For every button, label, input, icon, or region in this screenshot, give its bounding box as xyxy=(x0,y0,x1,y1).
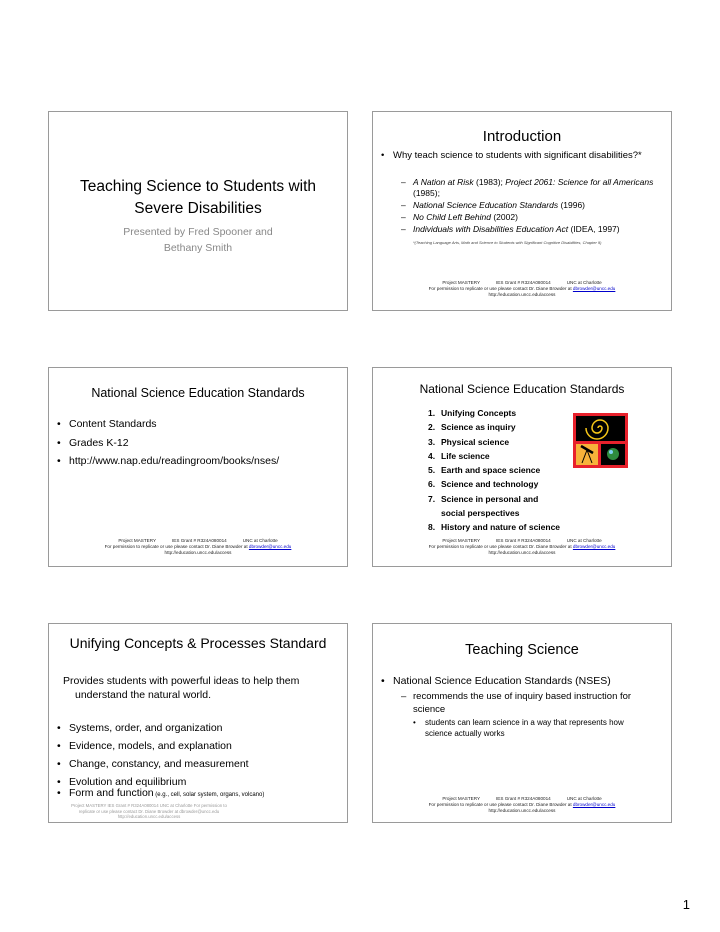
item-text: Science as inquiry xyxy=(441,422,516,433)
item-number: 2. xyxy=(428,422,436,433)
form-and-function-label: Form and function xyxy=(69,787,154,799)
slide-2-footnote: *(Teaching Language Arts, Math and Science to Students with Significant Cognitive Disabilities, Chapter 9) xyxy=(413,240,602,245)
slide-2 xyxy=(372,111,672,311)
subitem-title: Individuals with Disabilities Education Act xyxy=(413,224,569,234)
item-number: 3. xyxy=(428,436,436,447)
footer-permission: For permission to replicate or use please contact Dr. Diane Browder at xyxy=(428,544,572,549)
slide-1-title: Teaching Science to Students with Severe Disabilities xyxy=(79,178,317,217)
footer-url[interactable]: http://education.uncc.edu/access xyxy=(488,292,556,297)
footer-unc: UNC at Charlotte xyxy=(566,796,602,801)
footer-grant: IES Grant # R324A080014 xyxy=(496,538,551,543)
presenters-line-2: Bethany Smith xyxy=(163,242,233,254)
footer-project: Project MASTERY xyxy=(118,538,157,543)
subitem-year-2: (1985); xyxy=(413,188,440,198)
subitem-title: A Nation at Risk xyxy=(413,177,474,187)
footer-email-link[interactable]: dbrowder@uncc.edu xyxy=(248,544,292,549)
subitem-year: (IDEA, 1997) xyxy=(568,224,620,234)
presenters-line-1: Presented by Fred Spooner and xyxy=(123,226,273,238)
slide-6-sub xyxy=(401,690,651,717)
item-number: 8. xyxy=(428,522,436,533)
item-number: 7. xyxy=(428,493,436,504)
item-number: 6. xyxy=(428,479,436,490)
slide-5-bullet: • Evolution and equilibrium xyxy=(57,774,341,790)
slide-5-last-bullet xyxy=(57,786,341,804)
slide-2-footer xyxy=(373,280,671,298)
footer-permission: For permission to replicate or use please contact Dr. Diane Browder at xyxy=(428,802,572,807)
numbered-list-item xyxy=(428,449,560,463)
slide-2-bullet: • Why teach science to students with significant disabilities?* xyxy=(381,150,665,163)
slide-5-intro: Provides students with powerful ideas to help them understand the natural world. xyxy=(63,675,300,701)
subitem-year: (2002) xyxy=(490,212,518,222)
slide-3 xyxy=(48,367,348,567)
numbered-list-item xyxy=(428,435,560,449)
slide-6-bullets xyxy=(381,674,665,690)
item-text: Life science xyxy=(441,450,490,461)
footer-project: Project MASTERY xyxy=(442,280,481,285)
slide-6-subitem: – recommends the use of inquiry based instruction for science xyxy=(401,690,651,716)
slide-3-footer xyxy=(49,538,347,556)
slide-1-presenters xyxy=(49,224,347,256)
bullet-form-and-function xyxy=(57,786,341,802)
footer-url[interactable]: http://education.uncc.edu/access xyxy=(488,550,556,555)
slide-2-subitem xyxy=(401,177,663,199)
subitem-title: National Science Education Standards xyxy=(413,200,559,210)
item-text: Unifying Concepts xyxy=(441,408,517,418)
item-text: Physical science xyxy=(441,436,510,447)
footer-url[interactable]: http://education.uncc.edu/access xyxy=(164,550,232,555)
slide-5-bullet: • Evidence, models, and explanation xyxy=(57,738,341,754)
footer-email-link[interactable]: dbrowder@uncc.edu xyxy=(572,286,616,291)
slide-2-subitems xyxy=(401,177,663,236)
item-text: Science in personal and social perspectives xyxy=(441,493,539,519)
slide-6 xyxy=(372,623,672,823)
form-and-function-examples: (e.g., cell, solar system, organs, volcano) xyxy=(153,792,265,798)
slide-6-subsubitem: • students can learn science in a way that represents how science actually works xyxy=(413,718,638,739)
slide-2-subitem xyxy=(401,224,663,235)
slide-4-title: National Science Education Standards xyxy=(419,382,625,396)
slide-3-bullet: • Content Standards xyxy=(57,416,341,433)
slide-2-title: Introduction xyxy=(482,128,562,145)
numbered-list-item xyxy=(428,492,551,521)
item-text: History and nature of science xyxy=(441,522,561,533)
slide-4 xyxy=(372,367,672,567)
slide-6-bullet: • National Science Education Standards (NSES) xyxy=(381,674,665,688)
numbered-list-item xyxy=(428,477,560,491)
subitem-year: (1996) xyxy=(558,200,586,210)
slide-6-title: Teaching Science xyxy=(465,642,579,658)
slide-6-footer xyxy=(373,796,671,814)
slide-5 xyxy=(48,623,348,823)
slide-2-bullets xyxy=(381,150,665,165)
slide-3-bullet[interactable]: • http://www.nap.edu/readingroom/books/nses/ xyxy=(57,453,341,470)
page-number: 1 xyxy=(682,897,690,912)
slide-3-title: National Science Education Standards xyxy=(91,386,305,400)
item-text: Earth and space science xyxy=(441,465,541,476)
slide-4-footer xyxy=(373,538,671,556)
footer-url[interactable]: http://education.uncc.edu/access xyxy=(488,808,556,813)
footer-project: Project MASTERY xyxy=(442,538,481,543)
slide-4-numbered-list xyxy=(428,406,560,535)
footer-permission: For permission to replicate or use please contact Dr. Diane Browder at xyxy=(104,544,248,549)
slide-5-title: Unifying Concepts & Processes Standard xyxy=(69,635,327,651)
footer-permission: For permission to replicate or use please contact Dr. Diane Browder at xyxy=(428,286,572,291)
subitem-year: (1983); xyxy=(473,177,506,187)
footer-email-link[interactable]: dbrowder@uncc.edu xyxy=(572,544,616,549)
numbered-list-item xyxy=(428,406,560,420)
numbered-list-item xyxy=(428,520,560,534)
footer-grant: IES Grant # R324A080014 xyxy=(172,538,227,543)
slide-1 xyxy=(48,111,348,311)
footer-email-link[interactable]: dbrowder@uncc.edu xyxy=(572,802,616,807)
science-clipart-icon xyxy=(573,413,628,468)
footer-grant: IES Grant # R324A080014 xyxy=(496,280,551,285)
footer-unc: UNC at Charlotte xyxy=(566,538,602,543)
slide-5-bullets xyxy=(57,720,341,792)
item-number: 5. xyxy=(428,465,436,476)
item-number: 1. xyxy=(428,408,436,418)
slide-3-bullet: • Grades K-12 xyxy=(57,435,341,452)
slide-5-footer: Project MASTERY IES Grant # R324A080014 UNC at Charlotte For permission to replicate or use please contact Dr. Diane Browder at dbrowder@uncc.edu http://education.uncc.edu/access xyxy=(71,803,227,819)
item-text: Science and technology xyxy=(441,479,539,490)
slide-5-bullet: • Systems, order, and organization xyxy=(57,720,341,736)
footer-unc: UNC at Charlotte xyxy=(566,280,602,285)
footer-unc: UNC at Charlotte xyxy=(242,538,278,543)
numbered-list-item xyxy=(428,463,560,477)
slide-2-subitem xyxy=(401,212,663,223)
footer-grant: IES Grant # R324A080014 xyxy=(496,796,551,801)
slide-5-bullet: • Change, constancy, and measurement xyxy=(57,756,341,772)
slide-2-subitem xyxy=(401,200,663,211)
numbered-list-item xyxy=(428,420,560,434)
subitem-title-2: Project 2061: Science for all Americans xyxy=(505,177,654,187)
slide-6-subsub xyxy=(413,718,638,741)
subitem-title: No Child Left Behind xyxy=(413,212,491,222)
slide-3-bullets xyxy=(57,416,341,472)
item-number: 4. xyxy=(428,450,436,461)
footer-project: Project MASTERY xyxy=(442,796,481,801)
